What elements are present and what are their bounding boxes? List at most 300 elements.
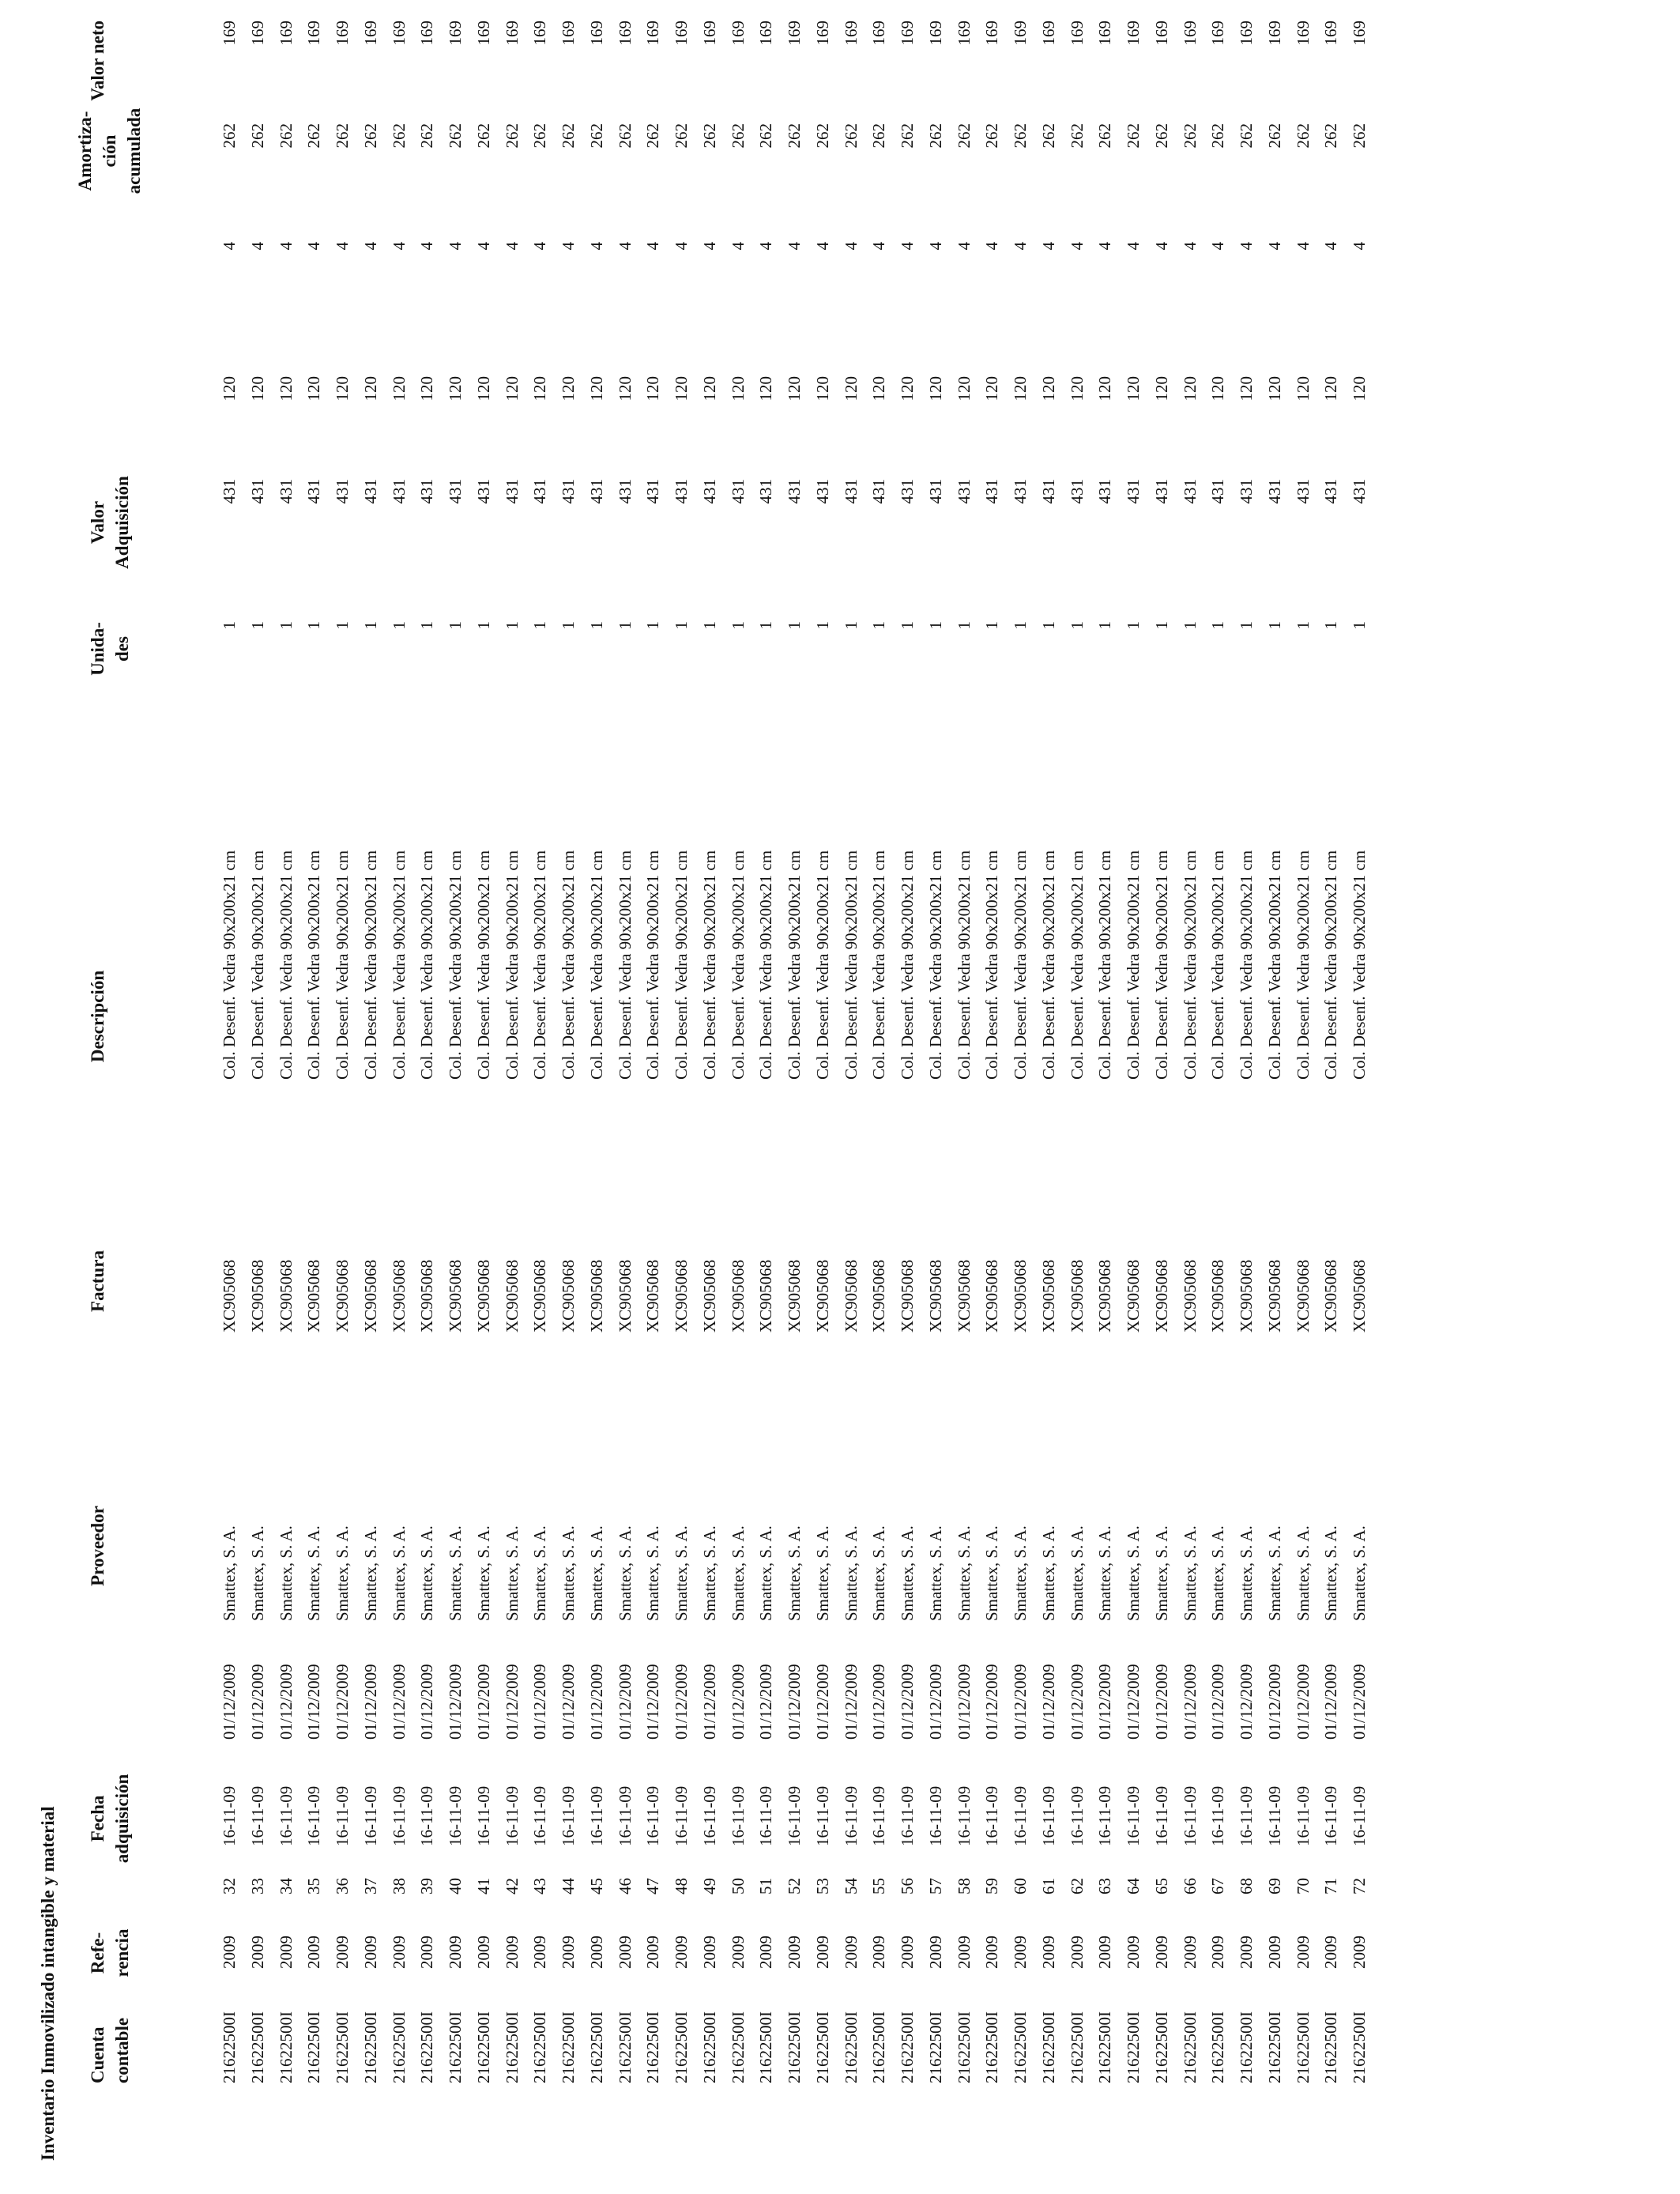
cell-valor-neto: 169 [586, 21, 606, 46]
cell-fecha-adquisicion: 16-11-09 [1011, 1785, 1030, 1846]
cell-referencia-year: 2009 [925, 1936, 945, 1969]
table-row [1176, 0, 1204, 2194]
table-row [469, 0, 498, 2194]
cell-amortizacion-acumulada: 262 [728, 123, 748, 149]
cell-unlabeled-a: 120 [1038, 376, 1058, 401]
cell-amortizacion-acumulada: 262 [473, 123, 493, 149]
cell-factura: XC905068 [643, 1259, 663, 1333]
cell-descripcion: Col. Desenf. Vedra 90x200x21 cm [360, 850, 380, 1080]
cell-valor-neto: 169 [1038, 21, 1058, 46]
cell-amortizacion-acumulada: 262 [1293, 123, 1313, 149]
cell-unlabeled-b: 4 [333, 242, 352, 251]
table-row [751, 0, 780, 2194]
cell-fecha-registro: 01/12/2009 [333, 1664, 352, 1740]
cell-unlabeled-b: 4 [417, 242, 437, 251]
cell-proveedor: Smattex, S. A. [1350, 1525, 1369, 1621]
cell-valor-adquisicion: 431 [615, 479, 635, 504]
cell-unlabeled-a: 120 [1293, 376, 1313, 401]
document-title: Inventario Inmovilizado intangible y material [38, 1806, 58, 2161]
header-descripcion: Descripción [88, 970, 107, 1063]
cell-descripcion: Col. Desenf. Vedra 90x200x21 cm [1151, 850, 1171, 1080]
cell-fecha-adquisicion: 16-11-09 [1237, 1785, 1256, 1846]
cell-unlabeled-b: 4 [1095, 242, 1115, 251]
cell-valor-neto: 169 [1208, 21, 1228, 46]
table-row [1232, 0, 1260, 2194]
cell-cuenta-contable: 21622500I [982, 2011, 1002, 2083]
cell-unlabeled-b: 4 [247, 242, 267, 251]
cell-proveedor: Smattex, S. A. [1095, 1525, 1115, 1621]
cell-valor-adquisicion: 431 [559, 479, 578, 504]
cell-valor-neto: 169 [1293, 21, 1313, 46]
cell-amortizacion-acumulada: 262 [898, 123, 917, 149]
cell-unlabeled-b: 4 [473, 242, 493, 251]
cell-descripcion: Col. Desenf. Vedra 90x200x21 cm [785, 850, 804, 1080]
cell-fecha-adquisicion: 16-11-09 [1067, 1785, 1087, 1846]
cell-referencia-year: 2009 [333, 1936, 352, 1969]
cell-unlabeled-b: 4 [982, 242, 1002, 251]
cell-unlabeled-b: 4 [1264, 242, 1284, 251]
cell-fecha-adquisicion: 16-11-09 [333, 1785, 352, 1846]
cell-descripcion: Col. Desenf. Vedra 90x200x21 cm [276, 850, 296, 1080]
cell-valor-neto: 169 [925, 21, 945, 46]
cell-fecha-adquisicion: 16-11-09 [220, 1785, 239, 1846]
cell-unlabeled-a: 120 [954, 376, 974, 401]
cell-factura: XC905068 [1208, 1259, 1228, 1333]
cell-factura: XC905068 [333, 1259, 352, 1333]
cell-proveedor: Smattex, S. A. [530, 1525, 550, 1621]
cell-unlabeled-a: 120 [360, 376, 380, 401]
cell-unidades: 1 [699, 621, 719, 630]
cell-proveedor: Smattex, S. A. [559, 1525, 578, 1621]
cell-unlabeled-a: 120 [1264, 376, 1284, 401]
cell-unlabeled-b: 4 [446, 242, 465, 251]
cell-valor-adquisicion: 431 [530, 479, 550, 504]
cell-valor-adquisicion: 431 [841, 479, 861, 504]
cell-unidades: 1 [1350, 621, 1369, 630]
cell-factura: XC905068 [1124, 1259, 1143, 1333]
cell-referencia-year: 2009 [982, 1936, 1002, 1969]
cell-unidades: 1 [1208, 621, 1228, 630]
cell-referencia-number: 41 [473, 1878, 493, 1894]
cell-referencia-number: 59 [982, 1878, 1002, 1894]
cell-referencia-number: 34 [276, 1878, 296, 1894]
cell-fecha-adquisicion: 16-11-09 [446, 1785, 465, 1846]
cell-fecha-registro: 01/12/2009 [304, 1664, 324, 1740]
cell-cuenta-contable: 21622500I [785, 2011, 804, 2083]
cell-unlabeled-b: 4 [502, 242, 522, 251]
cell-referencia-number: 32 [220, 1878, 239, 1894]
cell-unidades: 1 [615, 621, 635, 630]
cell-amortizacion-acumulada: 262 [1237, 123, 1256, 149]
cell-fecha-adquisicion: 16-11-09 [389, 1785, 409, 1846]
cell-valor-neto: 169 [389, 21, 409, 46]
cell-fecha-registro: 01/12/2009 [1321, 1664, 1341, 1740]
cell-proveedor: Smattex, S. A. [276, 1525, 296, 1621]
cell-cuenta-contable: 21622500I [1011, 2011, 1030, 2083]
cell-valor-adquisicion: 431 [502, 479, 522, 504]
cell-unlabeled-b: 4 [1208, 242, 1228, 251]
cell-unlabeled-a: 120 [1180, 376, 1200, 401]
cell-fecha-registro: 01/12/2009 [925, 1664, 945, 1740]
cell-unlabeled-a: 120 [333, 376, 352, 401]
cell-factura: XC905068 [559, 1259, 578, 1333]
cell-unlabeled-a: 120 [1208, 376, 1228, 401]
cell-valor-adquisicion: 431 [586, 479, 606, 504]
cell-unlabeled-a: 120 [1350, 376, 1369, 401]
cell-referencia-number: 36 [333, 1878, 352, 1894]
cell-unlabeled-a: 120 [1321, 376, 1341, 401]
cell-valor-neto: 169 [446, 21, 465, 46]
header-unidades: Unida- des [88, 622, 132, 676]
cell-referencia-number: 33 [247, 1878, 267, 1894]
table-row [893, 0, 921, 2194]
cell-referencia-number: 43 [530, 1878, 550, 1894]
cell-descripcion: Col. Desenf. Vedra 90x200x21 cm [728, 850, 748, 1080]
cell-referencia-number: 71 [1321, 1878, 1341, 1894]
cell-fecha-adquisicion: 16-11-09 [1321, 1785, 1341, 1846]
cell-cuenta-contable: 21622500I [276, 2011, 296, 2083]
cell-referencia-number: 47 [643, 1878, 663, 1894]
table-row [780, 0, 808, 2194]
cell-valor-neto: 169 [247, 21, 267, 46]
cell-referencia-number: 69 [1264, 1878, 1284, 1894]
cell-fecha-registro: 01/12/2009 [841, 1664, 861, 1740]
cell-referencia-number: 44 [559, 1878, 578, 1894]
cell-descripcion: Col. Desenf. Vedra 90x200x21 cm [417, 850, 437, 1080]
cell-unlabeled-a: 120 [304, 376, 324, 401]
cell-factura: XC905068 [1264, 1259, 1284, 1333]
cell-fecha-registro: 01/12/2009 [502, 1664, 522, 1740]
cell-descripcion: Col. Desenf. Vedra 90x200x21 cm [530, 850, 550, 1080]
cell-proveedor: Smattex, S. A. [304, 1525, 324, 1621]
cell-cuenta-contable: 21622500I [699, 2011, 719, 2083]
cell-unlabeled-a: 120 [247, 376, 267, 401]
cell-proveedor: Smattex, S. A. [841, 1525, 861, 1621]
cell-descripcion: Col. Desenf. Vedra 90x200x21 cm [1124, 850, 1143, 1080]
cell-valor-adquisicion: 431 [1208, 479, 1228, 504]
cell-unidades: 1 [672, 621, 691, 630]
cell-valor-adquisicion: 431 [473, 479, 493, 504]
cell-amortizacion-acumulada: 262 [785, 123, 804, 149]
cell-valor-adquisicion: 431 [925, 479, 945, 504]
cell-factura: XC905068 [1321, 1259, 1341, 1333]
cell-fecha-registro: 01/12/2009 [276, 1664, 296, 1740]
cell-unidades: 1 [1124, 621, 1143, 630]
cell-valor-adquisicion: 431 [1124, 479, 1143, 504]
cell-referencia-number: 45 [586, 1878, 606, 1894]
cell-referencia-number: 63 [1095, 1878, 1115, 1894]
table-row [554, 0, 582, 2194]
table-row [667, 0, 695, 2194]
cell-referencia-year: 2009 [360, 1936, 380, 1969]
cell-descripcion: Col. Desenf. Vedra 90x200x21 cm [389, 850, 409, 1080]
cell-proveedor: Smattex, S. A. [925, 1525, 945, 1621]
cell-factura: XC905068 [473, 1259, 493, 1333]
cell-factura: XC905068 [869, 1259, 889, 1333]
cell-amortizacion-acumulada: 262 [1208, 123, 1228, 149]
cell-valor-adquisicion: 431 [360, 479, 380, 504]
cell-referencia-year: 2009 [530, 1936, 550, 1969]
cell-fecha-registro: 01/12/2009 [699, 1664, 719, 1740]
cell-unlabeled-a: 120 [728, 376, 748, 401]
cell-referencia-number: 40 [446, 1878, 465, 1894]
cell-unlabeled-a: 120 [925, 376, 945, 401]
table-row [611, 0, 639, 2194]
cell-unlabeled-b: 4 [1237, 242, 1256, 251]
cell-unidades: 1 [530, 621, 550, 630]
cell-unidades: 1 [869, 621, 889, 630]
cell-descripcion: Col. Desenf. Vedra 90x200x21 cm [1321, 850, 1341, 1080]
cell-amortizacion-acumulada: 262 [982, 123, 1002, 149]
cell-unidades: 1 [1180, 621, 1200, 630]
cell-amortizacion-acumulada: 262 [586, 123, 606, 149]
cell-cuenta-contable: 21622500I [898, 2011, 917, 2083]
cell-unlabeled-a: 120 [1124, 376, 1143, 401]
cell-referencia-year: 2009 [220, 1936, 239, 1969]
cell-fecha-adquisicion: 16-11-09 [1264, 1785, 1284, 1846]
cell-referencia-year: 2009 [1264, 1936, 1284, 1969]
cell-descripcion: Col. Desenf. Vedra 90x200x21 cm [699, 850, 719, 1080]
cell-referencia-year: 2009 [1067, 1936, 1087, 1969]
cell-amortizacion-acumulada: 262 [1038, 123, 1058, 149]
cell-valor-neto: 169 [699, 21, 719, 46]
cell-fecha-adquisicion: 16-11-09 [276, 1785, 296, 1846]
cell-unidades: 1 [586, 621, 606, 630]
cell-referencia-number: 62 [1067, 1878, 1087, 1894]
cell-unlabeled-b: 4 [530, 242, 550, 251]
cell-factura: XC905068 [925, 1259, 945, 1333]
cell-unidades: 1 [1011, 621, 1030, 630]
cell-cuenta-contable: 21622500I [360, 2011, 380, 2083]
cell-referencia-year: 2009 [1124, 1936, 1143, 1969]
cell-descripcion: Col. Desenf. Vedra 90x200x21 cm [220, 850, 239, 1080]
cell-fecha-adquisicion: 16-11-09 [756, 1785, 776, 1846]
cell-referencia-number: 56 [898, 1878, 917, 1894]
cell-unlabeled-a: 120 [699, 376, 719, 401]
cell-factura: XC905068 [954, 1259, 974, 1333]
cell-factura: XC905068 [304, 1259, 324, 1333]
cell-unlabeled-b: 4 [1124, 242, 1143, 251]
cell-fecha-adquisicion: 16-11-09 [925, 1785, 945, 1846]
cell-unidades: 1 [785, 621, 804, 630]
cell-valor-neto: 169 [417, 21, 437, 46]
cell-proveedor: Smattex, S. A. [417, 1525, 437, 1621]
cell-proveedor: Smattex, S. A. [1067, 1525, 1087, 1621]
cell-valor-neto: 169 [502, 21, 522, 46]
cell-fecha-adquisicion: 16-11-09 [530, 1785, 550, 1846]
header-factura: Factura [88, 1250, 107, 1312]
cell-proveedor: Smattex, S. A. [1293, 1525, 1313, 1621]
cell-fecha-registro: 01/12/2009 [672, 1664, 691, 1740]
cell-referencia-number: 61 [1038, 1878, 1058, 1894]
table-row [1063, 0, 1091, 2194]
cell-unlabeled-a: 120 [672, 376, 691, 401]
cell-unidades: 1 [925, 621, 945, 630]
cell-fecha-adquisicion: 16-11-09 [417, 1785, 437, 1846]
cell-referencia-number: 38 [389, 1878, 409, 1894]
cell-descripcion: Col. Desenf. Vedra 90x200x21 cm [615, 850, 635, 1080]
cell-referencia-number: 58 [954, 1878, 974, 1894]
cell-fecha-registro: 01/12/2009 [1067, 1664, 1087, 1740]
cell-descripcion: Col. Desenf. Vedra 90x200x21 cm [304, 850, 324, 1080]
cell-factura: XC905068 [1095, 1259, 1115, 1333]
cell-unlabeled-b: 4 [643, 242, 663, 251]
cell-valor-adquisicion: 431 [672, 479, 691, 504]
cell-fecha-registro: 01/12/2009 [1095, 1664, 1115, 1740]
cell-fecha-registro: 01/12/2009 [417, 1664, 437, 1740]
cell-descripcion: Col. Desenf. Vedra 90x200x21 cm [333, 850, 352, 1080]
table-row [299, 0, 328, 2194]
cell-unidades: 1 [276, 621, 296, 630]
cell-fecha-adquisicion: 16-11-09 [615, 1785, 635, 1846]
cell-cuenta-contable: 21622500I [615, 2011, 635, 2083]
cell-amortizacion-acumulada: 262 [1011, 123, 1030, 149]
cell-cuenta-contable: 21622500I [586, 2011, 606, 2083]
cell-fecha-adquisicion: 16-11-09 [954, 1785, 974, 1846]
cell-valor-neto: 169 [220, 21, 239, 46]
cell-valor-adquisicion: 431 [728, 479, 748, 504]
cell-cuenta-contable: 21622500I [417, 2011, 437, 2083]
cell-proveedor: Smattex, S. A. [785, 1525, 804, 1621]
cell-valor-adquisicion: 431 [643, 479, 663, 504]
cell-referencia-year: 2009 [389, 1936, 409, 1969]
cell-valor-neto: 169 [841, 21, 861, 46]
cell-valor-adquisicion: 431 [333, 479, 352, 504]
cell-unlabeled-b: 4 [756, 242, 776, 251]
cell-fecha-registro: 01/12/2009 [1151, 1664, 1171, 1740]
cell-unlabeled-b: 4 [1180, 242, 1200, 251]
cell-unlabeled-a: 120 [756, 376, 776, 401]
table-row [356, 0, 385, 2194]
cell-amortizacion-acumulada: 262 [1095, 123, 1115, 149]
cell-unlabeled-b: 4 [1293, 242, 1313, 251]
cell-valor-adquisicion: 431 [1151, 479, 1171, 504]
cell-unlabeled-b: 4 [1151, 242, 1171, 251]
table-row [243, 0, 272, 2194]
cell-amortizacion-acumulada: 262 [925, 123, 945, 149]
cell-fecha-registro: 01/12/2009 [530, 1664, 550, 1740]
header-amortizacion-acumulada: Amortiza- ción acumulada [75, 107, 144, 194]
cell-amortizacion-acumulada: 262 [1321, 123, 1341, 149]
cell-cuenta-contable: 21622500I [1350, 2011, 1369, 2083]
cell-unidades: 1 [502, 621, 522, 630]
cell-unlabeled-a: 120 [502, 376, 522, 401]
cell-unidades: 1 [559, 621, 578, 630]
cell-unlabeled-a: 120 [389, 376, 409, 401]
cell-amortizacion-acumulada: 262 [812, 123, 832, 149]
cell-fecha-adquisicion: 16-11-09 [1208, 1785, 1228, 1846]
cell-valor-adquisicion: 431 [898, 479, 917, 504]
cell-proveedor: Smattex, S. A. [1208, 1525, 1228, 1621]
cell-factura: XC905068 [220, 1259, 239, 1333]
cell-valor-neto: 169 [615, 21, 635, 46]
cell-referencia-year: 2009 [502, 1936, 522, 1969]
cell-cuenta-contable: 21622500I [1293, 2011, 1313, 2083]
cell-descripcion: Col. Desenf. Vedra 90x200x21 cm [1038, 850, 1058, 1080]
table-row [695, 0, 724, 2194]
cell-amortizacion-acumulada: 262 [1067, 123, 1087, 149]
cell-unlabeled-b: 4 [925, 242, 945, 251]
cell-proveedor: Smattex, S. A. [982, 1525, 1002, 1621]
table-row [215, 0, 243, 2194]
cell-valor-neto: 169 [756, 21, 776, 46]
cell-cuenta-contable: 21622500I [954, 2011, 974, 2083]
cell-fecha-registro: 01/12/2009 [1264, 1664, 1284, 1740]
cell-unlabeled-a: 120 [841, 376, 861, 401]
cell-amortizacion-acumulada: 262 [446, 123, 465, 149]
cell-referencia-year: 2009 [1208, 1936, 1228, 1969]
cell-factura: XC905068 [1038, 1259, 1058, 1333]
cell-proveedor: Smattex, S. A. [502, 1525, 522, 1621]
cell-fecha-registro: 01/12/2009 [615, 1664, 635, 1740]
cell-proveedor: Smattex, S. A. [220, 1525, 239, 1621]
cell-unidades: 1 [1067, 621, 1087, 630]
cell-referencia-year: 2009 [699, 1936, 719, 1969]
cell-valor-neto: 169 [530, 21, 550, 46]
cell-fecha-registro: 01/12/2009 [898, 1664, 917, 1740]
cell-amortizacion-acumulada: 262 [954, 123, 974, 149]
cell-amortizacion-acumulada: 262 [756, 123, 776, 149]
cell-factura: XC905068 [615, 1259, 635, 1333]
table-row [1317, 0, 1345, 2194]
table-row [638, 0, 667, 2194]
cell-fecha-registro: 01/12/2009 [360, 1664, 380, 1740]
cell-proveedor: Smattex, S. A. [333, 1525, 352, 1621]
cell-fecha-adquisicion: 16-11-09 [1180, 1785, 1200, 1846]
cell-cuenta-contable: 21622500I [502, 2011, 522, 2083]
cell-fecha-adquisicion: 16-11-09 [1095, 1785, 1115, 1846]
cell-cuenta-contable: 21622500I [643, 2011, 663, 2083]
cell-unlabeled-a: 120 [1237, 376, 1256, 401]
cell-referencia-year: 2009 [1180, 1936, 1200, 1969]
cell-proveedor: Smattex, S. A. [1237, 1525, 1256, 1621]
cell-amortizacion-acumulada: 262 [417, 123, 437, 149]
cell-valor-neto: 169 [643, 21, 663, 46]
cell-factura: XC905068 [898, 1259, 917, 1333]
cell-unidades: 1 [220, 621, 239, 630]
cell-referencia-year: 2009 [1321, 1936, 1341, 1969]
cell-valor-neto: 169 [473, 21, 493, 46]
cell-fecha-registro: 01/12/2009 [446, 1664, 465, 1740]
cell-fecha-adquisicion: 16-11-09 [1151, 1785, 1171, 1846]
cell-proveedor: Smattex, S. A. [756, 1525, 776, 1621]
cell-fecha-adquisicion: 16-11-09 [898, 1785, 917, 1846]
cell-unlabeled-b: 4 [304, 242, 324, 251]
cell-unlabeled-b: 4 [220, 242, 239, 251]
cell-amortizacion-acumulada: 262 [389, 123, 409, 149]
cell-valor-neto: 169 [869, 21, 889, 46]
cell-fecha-registro: 01/12/2009 [643, 1664, 663, 1740]
cell-referencia-year: 2009 [1350, 1936, 1369, 1969]
cell-fecha-registro: 01/12/2009 [756, 1664, 776, 1740]
cell-proveedor: Smattex, S. A. [389, 1525, 409, 1621]
cell-unlabeled-b: 4 [699, 242, 719, 251]
cell-descripcion: Col. Desenf. Vedra 90x200x21 cm [1011, 850, 1030, 1080]
cell-unlabeled-a: 120 [446, 376, 465, 401]
cell-descripcion: Col. Desenf. Vedra 90x200x21 cm [898, 850, 917, 1080]
cell-proveedor: Smattex, S. A. [699, 1525, 719, 1621]
cell-unlabeled-b: 4 [1038, 242, 1058, 251]
cell-valor-adquisicion: 431 [417, 479, 437, 504]
cell-amortizacion-acumulada: 262 [276, 123, 296, 149]
cell-unlabeled-a: 120 [615, 376, 635, 401]
cell-factura: XC905068 [1237, 1259, 1256, 1333]
cell-unidades: 1 [643, 621, 663, 630]
cell-unlabeled-a: 120 [473, 376, 493, 401]
cell-amortizacion-acumulada: 262 [502, 123, 522, 149]
cell-cuenta-contable: 21622500I [333, 2011, 352, 2083]
cell-unlabeled-b: 4 [559, 242, 578, 251]
